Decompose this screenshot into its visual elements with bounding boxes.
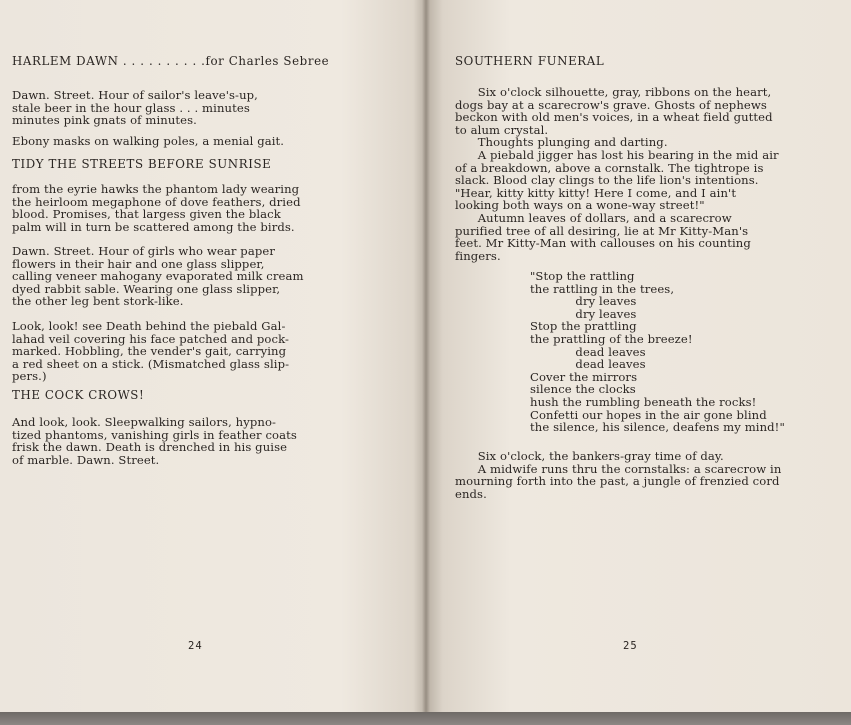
poem-title-the-cock-crows: THE COCK CROWS! xyxy=(12,388,145,402)
poem-title-tidy-the-streets: TIDY THE STREETS BEFORE SUNRISE xyxy=(12,157,272,171)
left-paragraph-4: Dawn. Street. Hour of girls who wear paper flowers in their hair and one glass slipper, calling veneer mahogany evaporated milk cream dyed rabbit sable. Wearing one glass slipper, the other leg bent stork-like. xyxy=(12,244,304,309)
right-paragraph-2: Six o'clock, the bankers-gray time of day. A midwife runs thru the cornstalks: a scarecrow in mourning forth into the past, a jungle of frenzied cord ends. xyxy=(455,449,782,501)
left-paragraph-2: Ebony masks on walking poles, a menial gait. xyxy=(12,134,285,148)
right-paragraph-1: Six o'clock silhouette, gray, ribbons on the heart, dogs bay at a scarecrow's grave. Ghosts of nephews beckon with old men's voices, in a wheat field gutted to alum crystal. Thoughts plunging and darting. A piebald jigger has lost his bearing in the mid air of a breakdown, above a cornstalk. The tightrope is slack. Blood clay clings to the life lion's intentions. "Hear, kitty kitty kitty! Here I come, and I ain't looking both ways on a wone-way street!" Autumn leaves of dollars, and a scarecrow purified tree of all desiring, lie at Mr Kitty-Man's feet. Mr Kitty-Man with callouses on his counting fingers. xyxy=(455,85,779,263)
right-page xyxy=(426,0,851,718)
poem-title-harlem-dawn: HARLEM DAWN . . . . . . . . . .for Charles Sebree xyxy=(12,54,330,68)
book-gutter xyxy=(422,0,430,718)
left-paragraph-6: And look, look. Sleepwalking sailors, hypno- tized phantoms, vanishing girls in feather coats frisk the dawn. Death is drenched in his guise of marble. Dawn. Street. xyxy=(12,415,297,467)
left-paragraph-1: Dawn. Street. Hour of sailor's leave's-up, stale beer in the hour glass . . . minutes minutes pink gnats of minutes. xyxy=(12,88,258,128)
left-page xyxy=(0,0,426,718)
book-edge-shadow xyxy=(0,712,851,725)
page-number-left: 24 xyxy=(188,640,203,652)
page-number-right: 25 xyxy=(623,640,638,652)
poem-title-southern-funeral: SOUTHERN FUNERAL xyxy=(455,54,605,68)
left-paragraph-3: from the eyrie hawks the phantom lady wearing the heirloom megaphone of dove feathers, dried blood. Promises, that largess given the black palm will in turn be scattered among the birds. xyxy=(12,182,301,234)
left-paragraph-5: Look, look! see Death behind the piebald Gal- lahad veil covering his face patched and pock- marked. Hobbling, the vender's gait, carrying a red sheet on a stick. (Mismatched glass slip- pers.) xyxy=(12,319,290,384)
right-inset-poem: "Stop the rattling the rattling in the trees, dry leaves dry leaves Stop the prattling the prattling of the breeze! dead leaves dead leaves Cover the mirrors silence the clocks hush the rumbling beneath the rocks! Confetti our hopes in the air gone blind the silence, his silence, deafens my mind!" xyxy=(530,269,785,435)
